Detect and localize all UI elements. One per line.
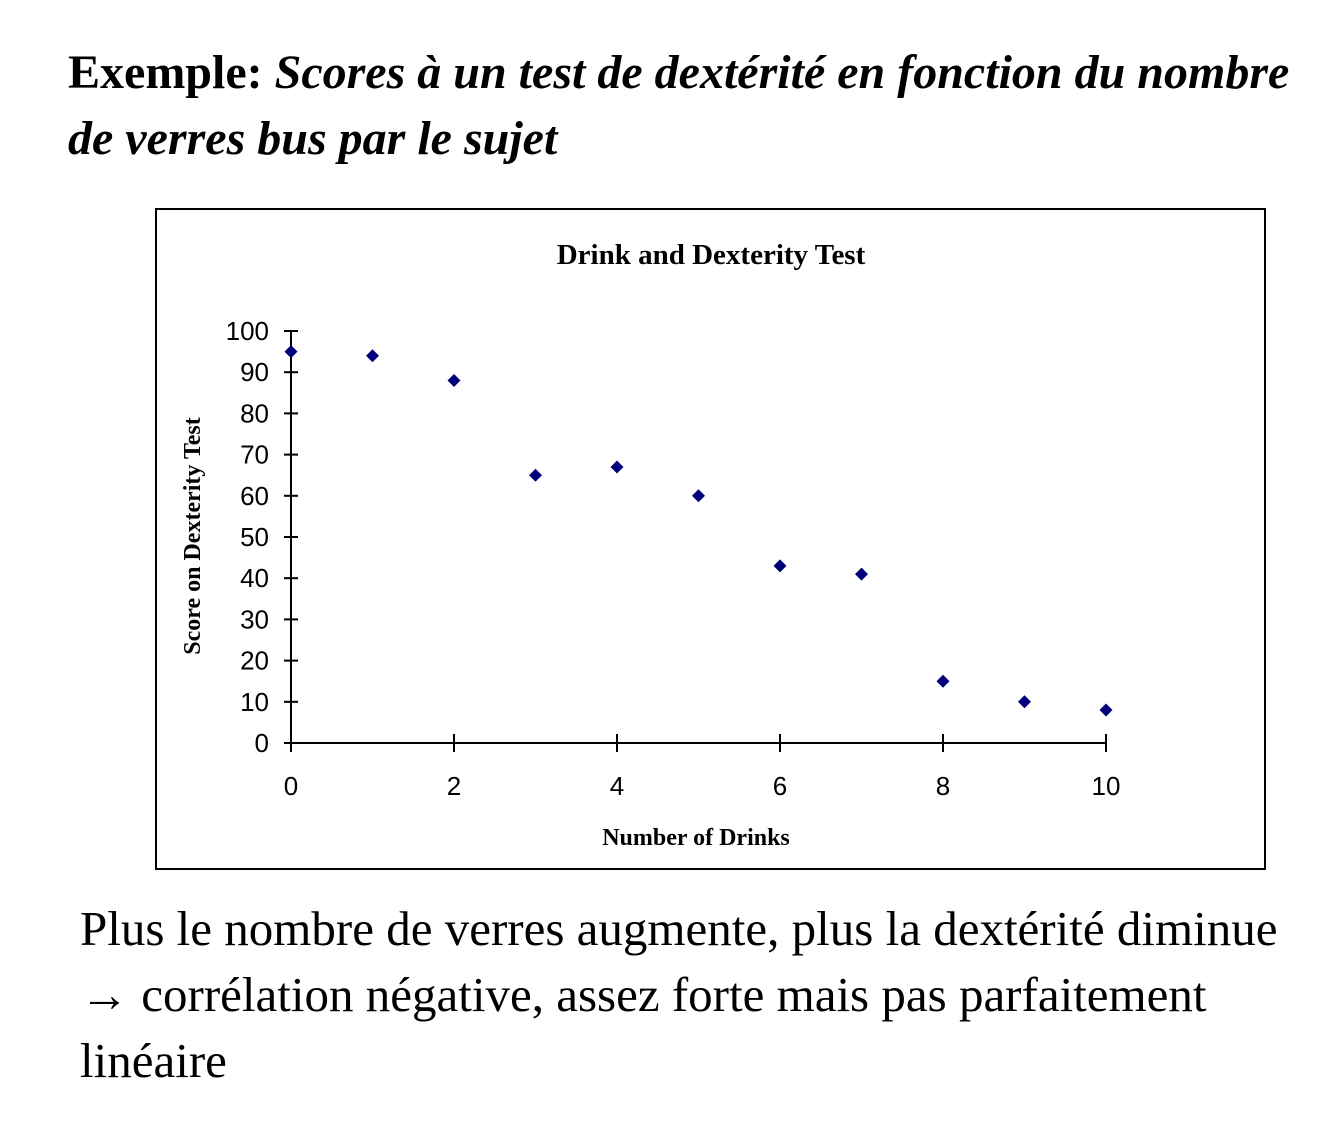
x-tick-label: 8	[935, 771, 951, 801]
y-tick-label: 80	[240, 398, 269, 429]
x-tick-label: 10	[1091, 771, 1121, 801]
y-tick-label: 30	[240, 604, 269, 635]
conclusion-part-1: Plus le nombre de verres augmente, plus la dextérité diminue	[80, 901, 1278, 956]
x-tick-label: 2	[446, 771, 462, 801]
x-tick-label: 4	[609, 771, 625, 801]
y-tick-label: 60	[240, 480, 269, 511]
y-tick-label: 20	[240, 645, 269, 676]
y-tick-label: 100	[225, 316, 269, 346]
y-tick-label: 90	[240, 357, 269, 388]
x-axis-label: Number of Drinks	[602, 825, 790, 851]
conclusion-part-2: corrélation négative, assez forte mais pas parfaitement linéaire	[80, 967, 1207, 1088]
data-point	[937, 675, 950, 688]
heading-lead: Exemple:	[68, 46, 263, 99]
x-tick-label: 6	[772, 771, 788, 801]
data-point	[1018, 695, 1031, 708]
y-tick-label: 0	[254, 728, 269, 758]
conclusion-text	[80, 896, 1300, 1094]
data-point	[1100, 704, 1113, 717]
heading-subtitle: Scores à un test de dextérité en fonction du nombre de verres bus par le sujet	[68, 46, 1290, 165]
data-point	[855, 568, 868, 581]
data-point	[692, 489, 705, 502]
data-point	[366, 349, 379, 362]
arrow-icon: →	[80, 967, 129, 1022]
y-tick-label: 50	[240, 522, 269, 552]
data-point	[448, 374, 461, 387]
y-tick-label: 40	[240, 563, 269, 594]
x-tick-label: 0	[283, 771, 299, 801]
y-tick-label: 70	[240, 439, 269, 470]
y-tick-label: 10	[240, 686, 269, 717]
data-point	[774, 559, 787, 572]
y-axis-label: Score on Dexterity Test	[180, 417, 206, 655]
data-point	[529, 469, 542, 482]
data-point	[611, 460, 624, 473]
data-point	[285, 345, 298, 358]
chart-title: Drink and Dexterity Test	[556, 239, 866, 271]
